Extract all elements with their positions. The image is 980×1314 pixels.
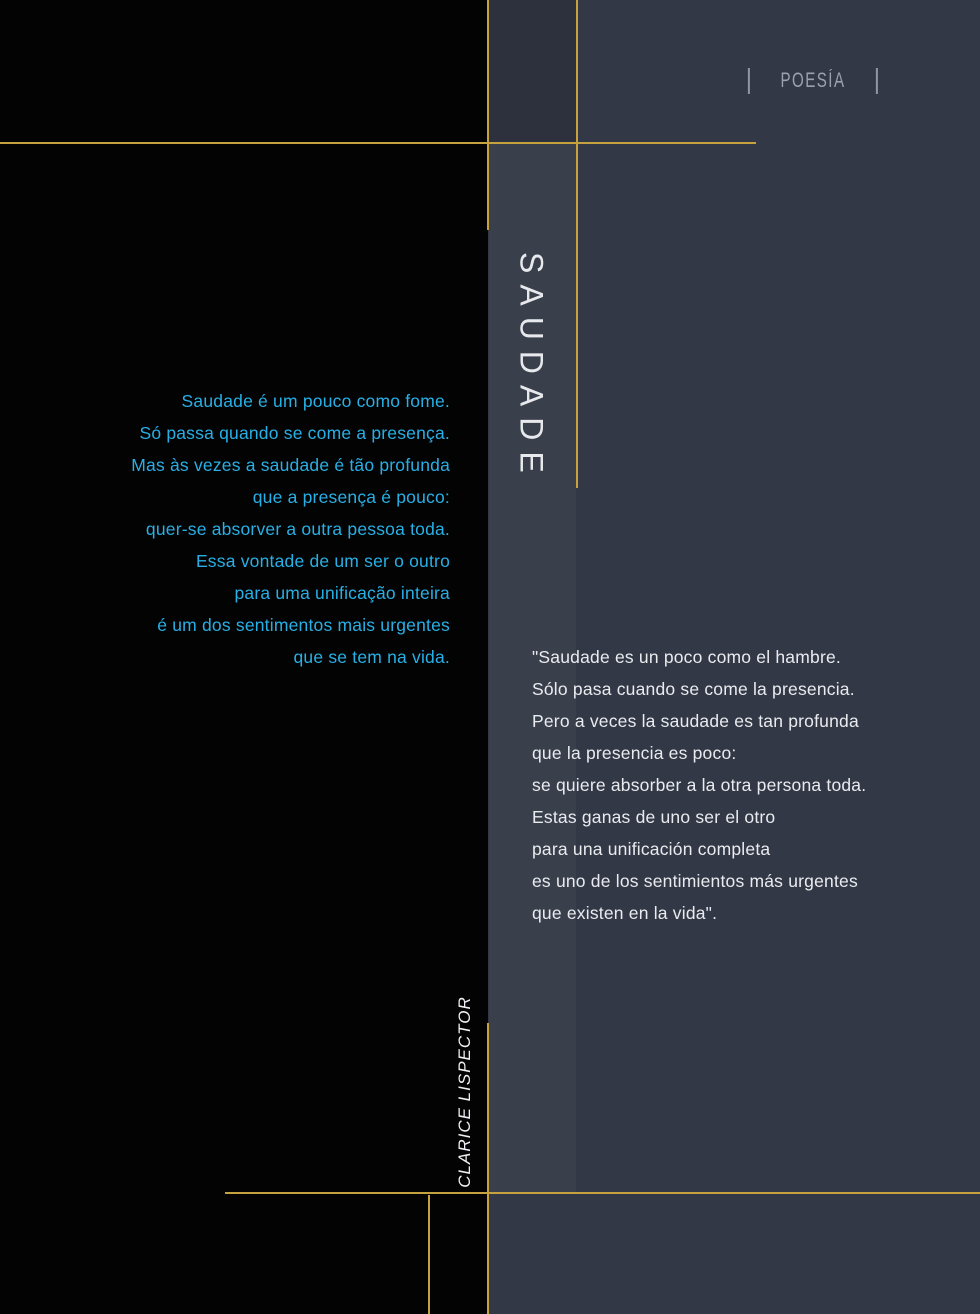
author-name: CLARICE LISPECTOR bbox=[455, 996, 474, 1188]
vertical-rule-bottom-left bbox=[428, 1195, 430, 1314]
poem-line: "Saudade es un poco como el hambre. bbox=[532, 647, 841, 667]
left-bar-icon bbox=[748, 68, 750, 94]
vertical-rule-top-left bbox=[487, 0, 489, 230]
poem-line: para una unificación completa bbox=[532, 839, 771, 859]
section-label: POESÍA bbox=[780, 69, 846, 92]
top-horizontal-rule bbox=[0, 142, 756, 144]
vertical-rule-bottom-spine bbox=[487, 1023, 489, 1314]
poem-line: é um dos sentimentos mais urgentes bbox=[157, 615, 450, 635]
poem-line: que existen en la vida". bbox=[532, 903, 718, 923]
poem-line: Só passa quando se come a presença. bbox=[139, 423, 450, 443]
poem-line: que la presencia es poco: bbox=[532, 743, 737, 763]
poem-line: Mas às vezes a saudade é tão profunda bbox=[131, 455, 450, 475]
right-bar-icon bbox=[876, 68, 878, 94]
poem-line: Sólo pasa cuando se come la presencia. bbox=[532, 679, 855, 699]
vertical-rule-title bbox=[576, 0, 578, 488]
bottom-horizontal-rule bbox=[225, 1192, 980, 1194]
middle-column-top-shade bbox=[489, 0, 576, 143]
poem-line: para uma unificação inteira bbox=[234, 583, 450, 603]
poem-line: que a presença é pouco: bbox=[252, 487, 450, 507]
section-header bbox=[748, 68, 878, 94]
poem-line: es uno de los sentimientos más urgentes bbox=[532, 871, 858, 891]
poem-line: se quiere absorber a la otra persona toda. bbox=[532, 775, 867, 795]
poem-spanish bbox=[532, 641, 962, 929]
poem-line: Essa vontade de um ser o outro bbox=[195, 551, 450, 571]
poem-line: quer-se absorver a outra pessoa toda. bbox=[145, 519, 450, 539]
poem-line: Pero a veces la saudade es tan profunda bbox=[532, 711, 859, 731]
poem-line: que se tem na vida. bbox=[293, 647, 450, 667]
page-title: SAUDADE bbox=[513, 252, 550, 484]
poem-line: Estas ganas de uno ser el otro bbox=[532, 807, 776, 827]
poem-portuguese bbox=[10, 385, 450, 673]
poem-line: Saudade é um pouco como fome. bbox=[181, 391, 450, 411]
